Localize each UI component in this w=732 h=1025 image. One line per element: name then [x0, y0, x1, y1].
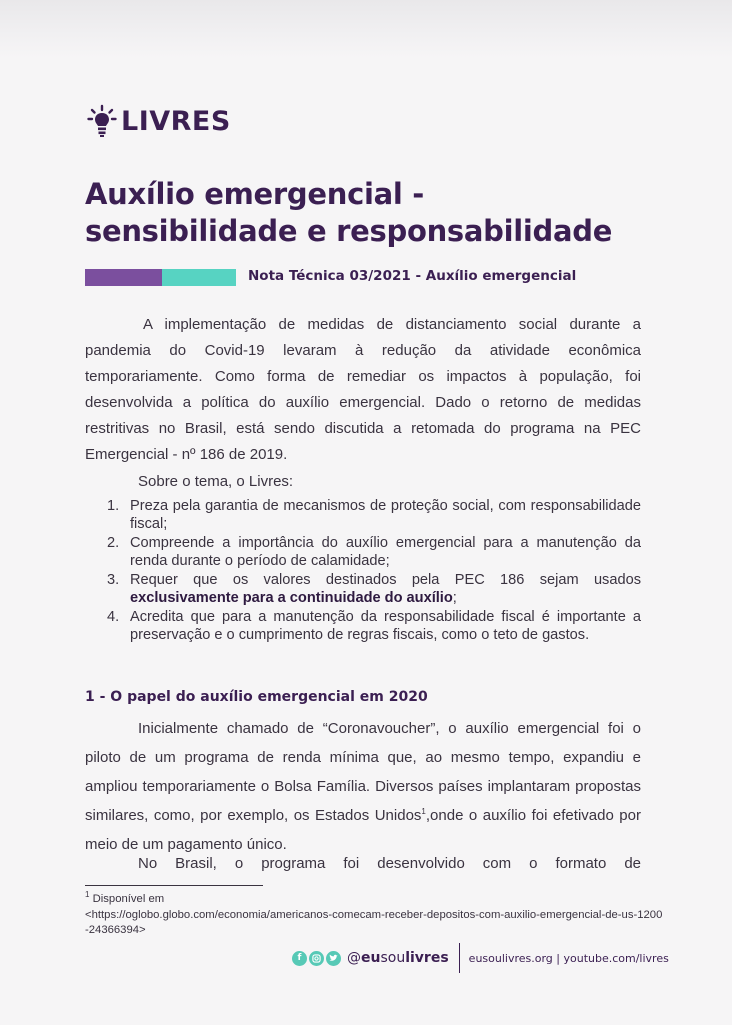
livres-logo [87, 104, 231, 138]
footnote-label: Disponível em [92, 893, 165, 905]
title-line-2: sensibilidade e responsabilidade [85, 214, 613, 248]
footer-divider [459, 943, 460, 973]
sobre-paragraph: Sobre o tema, o Livres: [138, 473, 294, 490]
footer-links[interactable]: eusoulivres.org | youtube.com/livres [468, 951, 669, 965]
footnote-ref[interactable]: 1 [421, 807, 426, 816]
footnote-marker: 1 [85, 890, 90, 900]
footnote-divider [85, 885, 263, 886]
intro-paragraph: A implementação de medidas de distanciamento social durante a pandemia do Covid-19 levaram à redução da atividade econômica temporariamente. Como forma de remediar os impactos à população, foi desenvolvida a política do auxílio emergencial. Dado o retorno de medidas restritivas no Brasil, está sendo discutida a retomada do programa na PEC Emergencial - nº 186 de 2019. [85, 316, 641, 463]
list-number: 2. [107, 535, 120, 551]
footer [292, 943, 669, 973]
list-text-before: Requer que os valores destinados pela PEC 186 sejam usados [130, 572, 641, 588]
facebook-icon[interactable]: f [292, 951, 307, 966]
twitter-icon[interactable] [326, 951, 341, 966]
list-item [107, 534, 641, 570]
list-number: 1. [107, 498, 120, 514]
footnote-url[interactable]: <https://oglobo.globo.com/economia/americanos-comecam-receber-depositos-com-auxilio-emergencial-de-us-1200-24366394> [85, 908, 663, 936]
positions-list [107, 497, 641, 645]
handle-at: @ [347, 950, 361, 966]
handle-livres: livres [405, 950, 449, 966]
list-item [107, 608, 641, 644]
lightbulb-icon [87, 104, 117, 138]
list-text-bold: exclusivamente para a continuidade do auxílio [130, 590, 453, 606]
footnote [85, 892, 665, 939]
list-number: 4. [107, 609, 120, 625]
list-item [107, 497, 641, 533]
list-text: Compreende a importância do auxílio emergencial para a manutenção da renda durante o período de calamidade; [130, 535, 641, 569]
top-shade [0, 0, 732, 58]
list-text-after: ; [452, 590, 457, 606]
list-text: Preza pela garantia de mecanismos de proteção social, com responsabilidade fiscal; [130, 498, 641, 532]
handle-sou: sou [380, 950, 406, 966]
social-icons [292, 951, 341, 966]
paragraph-text-cont: ,onde o auxílio foi efetivado por meio de um pagamento único. [85, 807, 641, 853]
title-line-1: Auxílio emergencial - [85, 177, 425, 211]
list-text [130, 571, 641, 607]
section-paragraph-1 [85, 714, 641, 859]
list-item [107, 571, 641, 607]
logo-text: LIVRES [121, 105, 231, 137]
list-text: Acredita que para a manutenção da responsabilidade fiscal é importante a preservação e o cumprimento de regras fiscais, como o teto de gastos. [130, 609, 641, 643]
section-paragraph-2: No Brasil, o programa foi desenvolvido com o formato de [138, 855, 641, 872]
paragraph-text: Inicialmente chamado de “Coronavoucher”, o auxílio emergencial foi o piloto de um programa de renda mínima que, ao mesmo tempo, expandiu e ampliou temporariamente o Bolsa Família. Diversos países implantaram propostas similares, como, por exemplo, os Estados Unidos [85, 720, 641, 824]
accent-bar-purple [85, 269, 162, 286]
instagram-icon[interactable] [309, 951, 324, 966]
page-title [85, 176, 685, 250]
accent-bar-teal [162, 269, 236, 286]
list-number: 3. [107, 572, 120, 588]
handle-eu: eu [361, 950, 381, 966]
note-subtitle: Nota Técnica 03/2021 - Auxílio emergencial [248, 268, 577, 284]
social-handle[interactable] [347, 950, 449, 966]
section-heading: 1 - O papel do auxílio emergencial em 2020 [85, 689, 428, 705]
